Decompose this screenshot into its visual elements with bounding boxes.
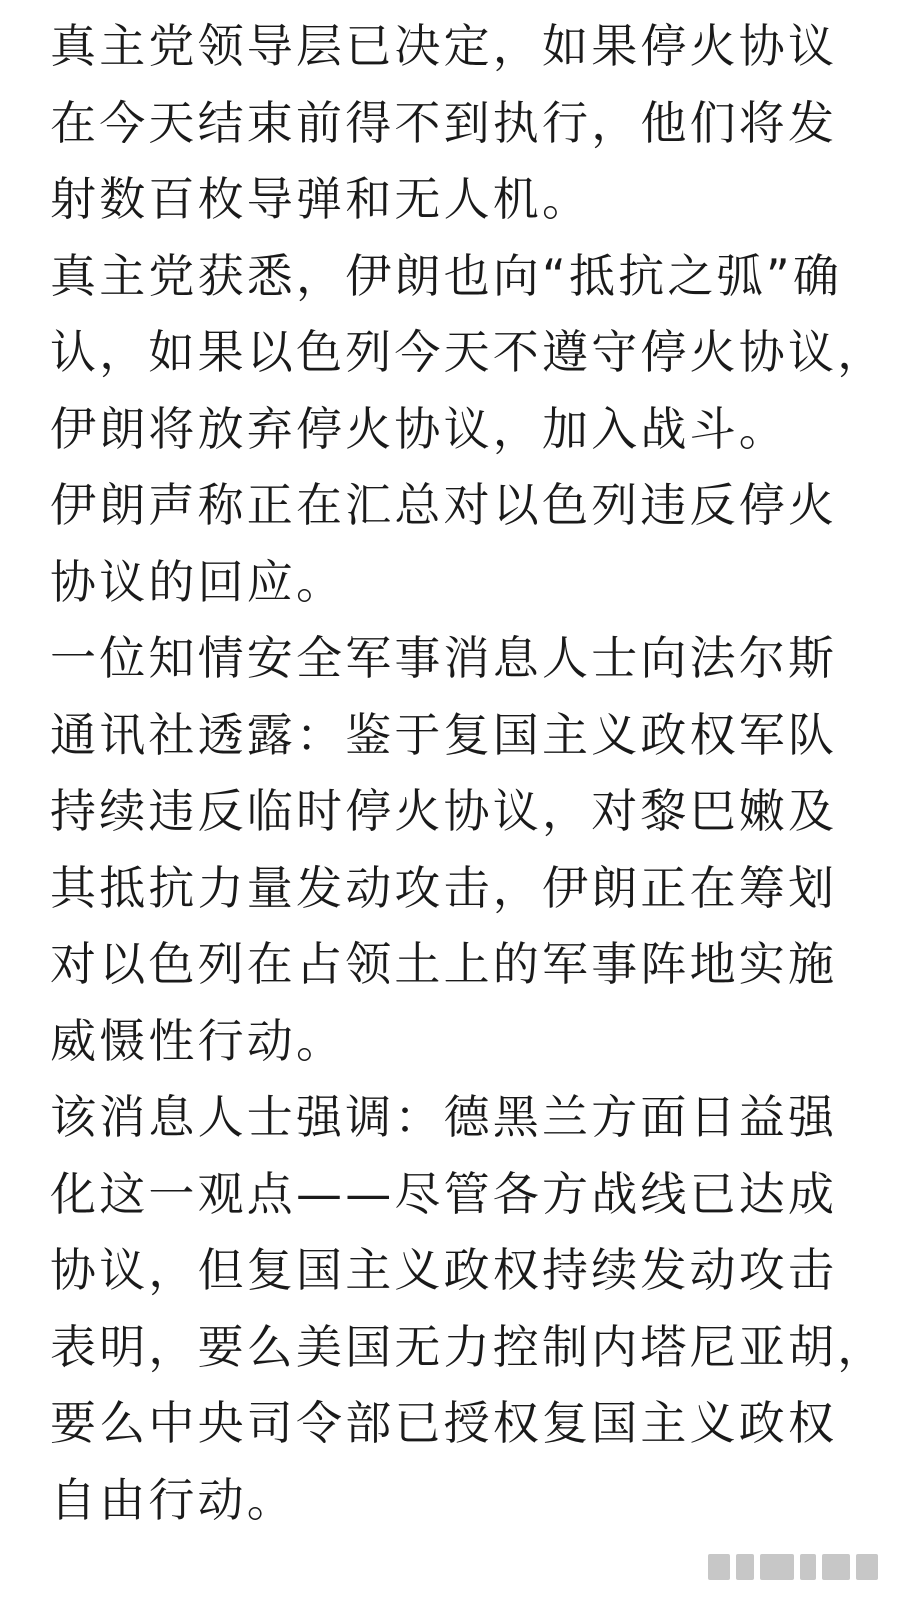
watermark-mark <box>736 1554 754 1580</box>
article-line: 射数百枚导弹和无人机。 <box>50 172 592 226</box>
article-line: 表明，要么美国无力控制内塔尼亚胡， <box>50 1319 887 1374</box>
article-line: 真主党领导层已决定，如果停火协议 <box>50 19 838 73</box>
article-line: 伊朗声称正在汇总对以色列违反停火 <box>50 478 838 532</box>
article-line: 要么中央司令部已授权复国主义政权 <box>50 1396 838 1450</box>
article-line: 协议的回应。 <box>50 554 346 609</box>
article-body <box>50 8 887 1538</box>
article-line: 真主党获悉，伊朗也向“抵抗之弧”确 <box>50 248 843 303</box>
watermark-mark <box>856 1554 878 1580</box>
article-line: 协议，但复国主义政权持续发动攻击 <box>50 1243 838 1297</box>
article-line: 对以色列在占领土上的军事阵地实施 <box>50 937 838 991</box>
article-line: 一位知情安全军事消息人士向法尔斯 <box>50 631 838 685</box>
article-line: 在今天结束前得不到执行，他们将发 <box>50 95 838 150</box>
article-line: 持续违反临时停火协议，对黎巴嫩及 <box>50 784 838 838</box>
article-line: 认，如果以色列今天不遵守停火协议， <box>50 325 887 379</box>
watermark-mark <box>708 1554 730 1580</box>
article-line: 威慑性行动。 <box>50 1013 346 1068</box>
watermark-logo <box>708 1546 898 1588</box>
watermark-mark <box>760 1554 794 1580</box>
article-line: 化这一观点——尽管各方战线已达成 <box>50 1166 838 1221</box>
article-line: 伊朗将放弃停火协议，加入战斗。 <box>50 401 788 456</box>
article-line: 自由行动。 <box>50 1472 296 1527</box>
article-line: 该消息人士强调：德黑兰方面日益强 <box>50 1090 838 1144</box>
watermark-mark <box>800 1554 816 1580</box>
watermark-mark <box>822 1554 850 1580</box>
article-line: 其抵抗力量发动攻击，伊朗正在筹划 <box>50 860 838 915</box>
article-line: 通讯社透露：鉴于复国主义政权军队 <box>50 707 838 762</box>
